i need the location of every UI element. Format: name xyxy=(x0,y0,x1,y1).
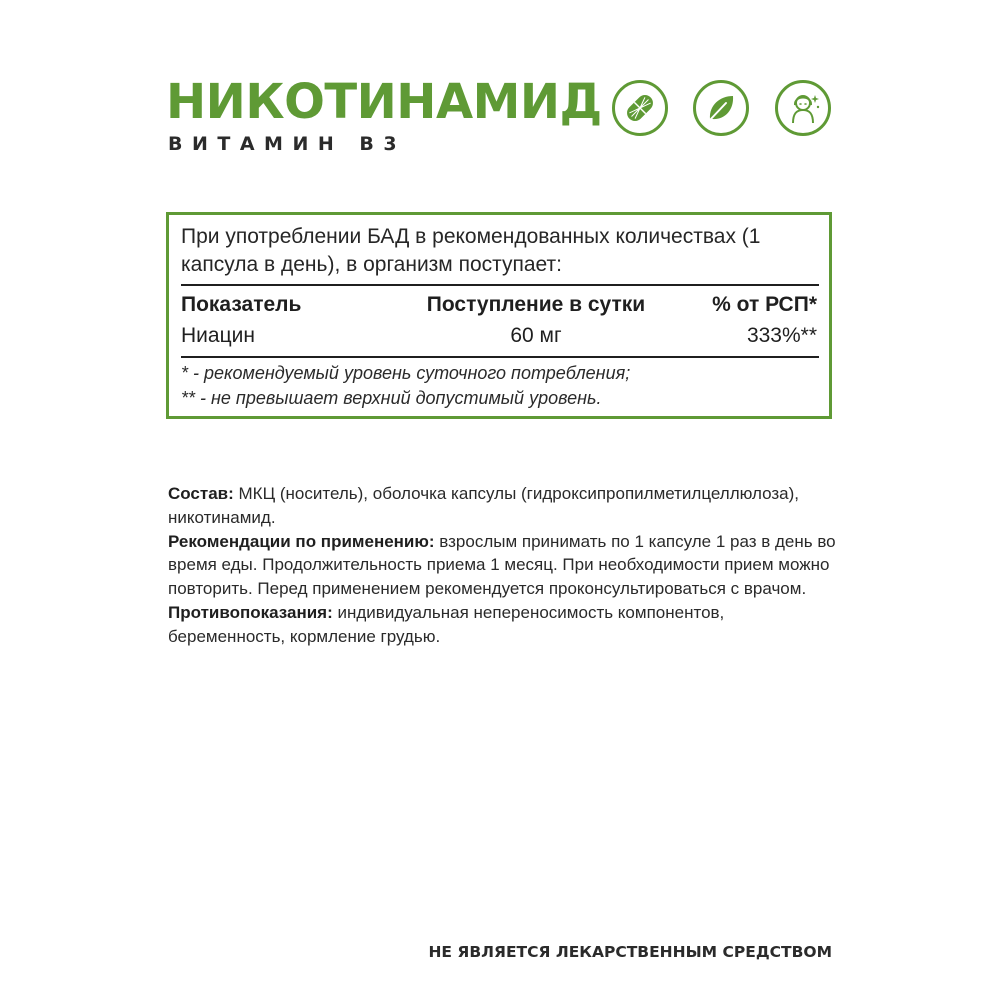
footnote-rsp: * - рекомендуемый уровень суточного потребления; xyxy=(181,363,631,383)
row-niacin-name: Ниацин xyxy=(181,324,255,347)
footnotes xyxy=(181,361,821,411)
product-description xyxy=(168,482,838,649)
product-title: НИКОТИНАМИД xyxy=(166,74,602,130)
not-a-drug-disclaimer: НЕ ЯВЛЯЕТСЯ ЛЕКАРСТВЕННЫМ СРЕДСТВОМ xyxy=(428,943,832,961)
beauty-icon xyxy=(778,83,828,133)
table-bottom-rule xyxy=(181,356,819,358)
intake-intro: При употреблении БАД в рекомендованных количествах (1 капсула в день), в организм поступает: xyxy=(181,225,761,276)
contraindications-label: Противопоказания: xyxy=(168,602,333,622)
recommendations-text: взрослым принимать по 1 капсуле 1 раз в день во время еды. Продолжительность приема 1 месяц. При необходимости прием можно повторить. Перед применением рекомендуется проконсультироваться с врачом. xyxy=(168,531,836,599)
capsule-icon xyxy=(615,83,665,133)
capsule-badge xyxy=(612,80,668,136)
column-header-rsp-percent: % от РСП* xyxy=(712,293,817,316)
recommendations-paragraph xyxy=(168,530,838,601)
row-niacin-percent: 333%** xyxy=(746,324,817,347)
nutrition-info-box xyxy=(166,212,832,419)
composition-paragraph xyxy=(168,482,838,530)
leaf-icon xyxy=(696,83,746,133)
product-subtitle: ВИТАМИН В3 xyxy=(168,133,407,155)
table-top-rule xyxy=(181,284,819,286)
column-header-daily-intake: Поступление в сутки xyxy=(426,293,646,316)
composition-text: МКЦ (носитель), оболочка капсулы (гидроксипропилметилцеллюлоза), никотинамид. xyxy=(168,484,800,527)
recommendations-label: Рекомендации по применению: xyxy=(168,531,435,551)
leaf-badge xyxy=(693,80,749,136)
footnote-upper-limit: ** - не превышает верхний допустимый уровень. xyxy=(181,388,602,408)
column-header-indicator: Показатель xyxy=(181,293,302,316)
contraindications-paragraph xyxy=(168,601,838,649)
row-niacin-amount: 60 мг xyxy=(510,324,562,347)
contraindications-text: индивидуальная непереносимость компонентов, беременность, кормление грудью. xyxy=(168,602,725,646)
beauty-badge xyxy=(775,80,831,136)
composition-label: Состав: xyxy=(168,484,234,503)
